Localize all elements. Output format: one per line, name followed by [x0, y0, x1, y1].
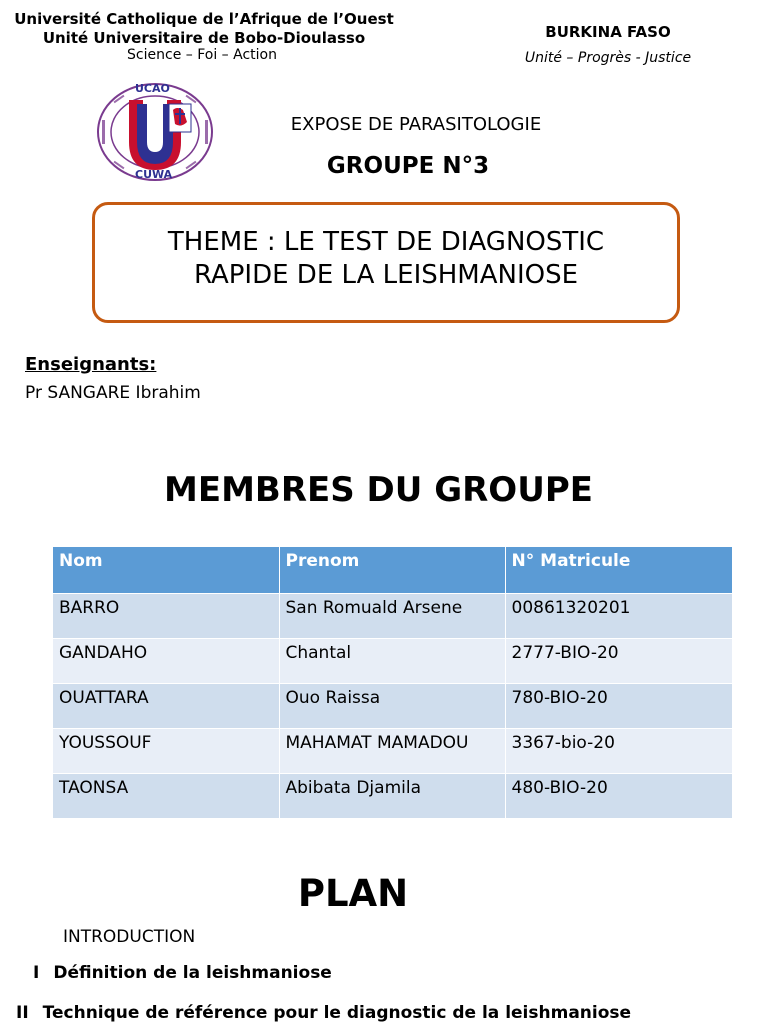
plan-introduction: INTRODUCTION — [63, 927, 196, 947]
table-row — [53, 683, 732, 728]
teachers-label: Enseignants: — [25, 354, 157, 375]
table-row — [53, 728, 732, 773]
plan-item-numeral: I — [33, 963, 40, 983]
plan-item-2 — [16, 1003, 631, 1023]
plan-item-text: Définition de la leishmaniose — [53, 963, 332, 983]
member-prenom: MAHAMAT MAMADOU — [279, 728, 505, 773]
member-nom: YOUSSOUF — [53, 728, 279, 773]
member-nom: BARRO — [53, 593, 279, 638]
column-header-prenom: Prenom — [279, 547, 505, 593]
plan-item-numeral: II — [16, 1003, 29, 1023]
member-prenom: Abibata Djamila — [279, 773, 505, 818]
table-row — [53, 638, 732, 683]
logo-top-text: UCAO — [135, 82, 170, 95]
column-header-matricule: N° Matricule — [505, 547, 732, 593]
logo-bottom-text: CUWA — [135, 168, 173, 181]
members-title: MEMBRES DU GROUPE — [164, 470, 593, 510]
university-unit: Unité Universitaire de Bobo-Dioulasso — [42, 29, 366, 47]
member-prenom: Chantal — [279, 638, 505, 683]
theme-box — [92, 202, 680, 323]
theme-title: THEME : LE TEST DE DIAGNOSTIC RAPIDE DE LA LEISHMANIOSE — [167, 226, 605, 290]
member-matricule: 3367-bio-20 — [505, 728, 732, 773]
members-table-header — [53, 547, 732, 593]
plan-item-1 — [33, 963, 332, 983]
table-row — [53, 773, 732, 818]
university-motto: Science – Foi – Action — [127, 47, 277, 63]
member-prenom: Ouo Raissa — [279, 683, 505, 728]
university-name: Université Catholique de l’Afrique de l’Ouest — [14, 10, 394, 28]
member-nom: TAONSA — [53, 773, 279, 818]
member-matricule: 480-BIO-20 — [505, 773, 732, 818]
member-nom: OUATTARA — [53, 683, 279, 728]
plan-item-text: Technique de référence pour le diagnostic de la leishmaniose — [42, 1003, 632, 1023]
ucao-logo — [93, 80, 217, 184]
member-matricule: 2777-BIO-20 — [505, 638, 732, 683]
plan-title: PLAN — [297, 872, 409, 915]
member-prenom: San Romuald Arsene — [279, 593, 505, 638]
members-table — [53, 547, 733, 818]
teacher-name: Pr SANGARE Ibrahim — [25, 383, 201, 403]
column-header-nom: Nom — [53, 547, 279, 593]
member-matricule: 00861320201 — [505, 593, 732, 638]
table-row — [53, 593, 732, 638]
member-matricule: 780-BIO-20 — [505, 683, 732, 728]
member-nom: GANDAHO — [53, 638, 279, 683]
group-number: GROUPE N°3 — [326, 153, 490, 179]
country-motto: Unité – Progrès - Justice — [524, 50, 692, 66]
country-name: BURKINA FASO — [545, 23, 671, 41]
expose-subject: EXPOSE DE PARASITOLOGIE — [290, 114, 542, 135]
